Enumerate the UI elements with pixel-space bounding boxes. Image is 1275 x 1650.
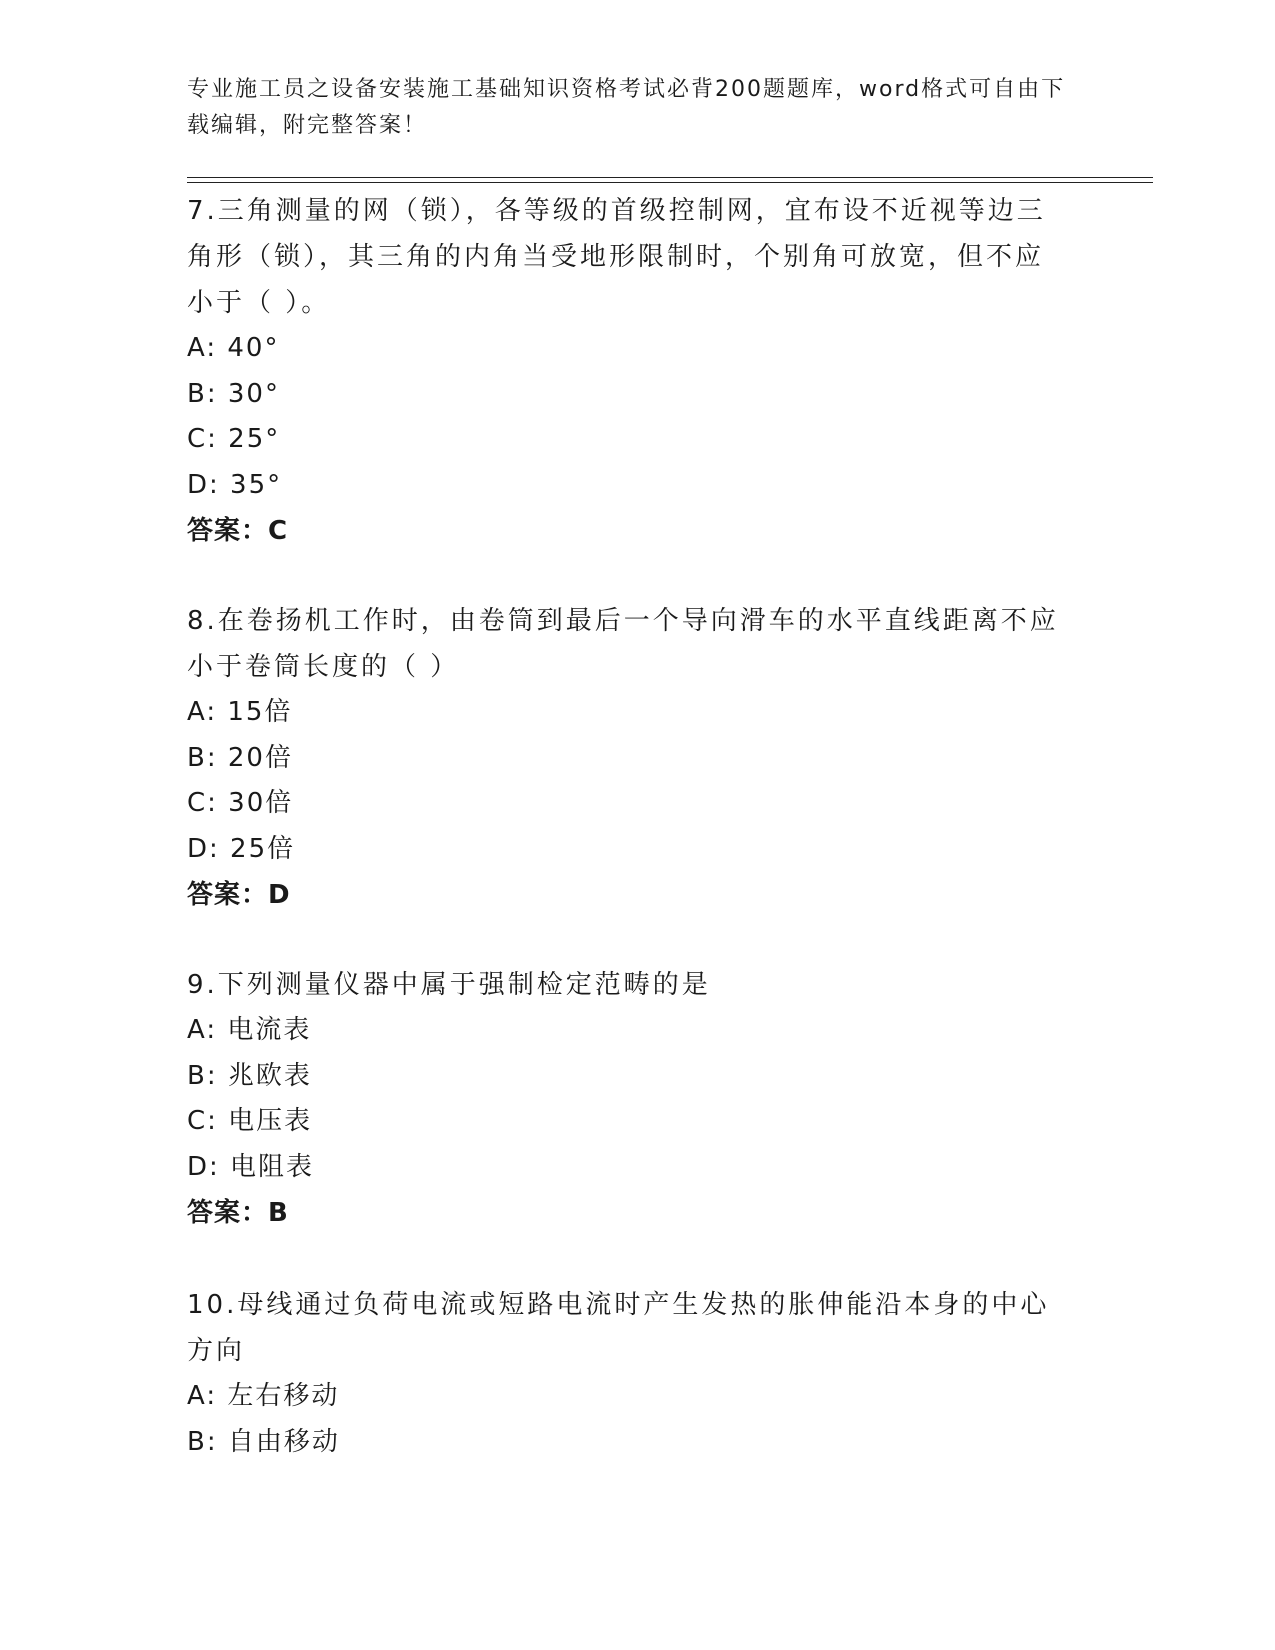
question-stem: 7.三角测量的网（锁），各等级的首级控制网，宜布设不近视等边三角形（锁），其三角的内角当受地形限制时，个别角可放宽，但不应小于（ ）。 (187, 196, 1046, 318)
option-a: A: 15倍 (187, 697, 293, 727)
option-a: A: 左右移动 (187, 1381, 340, 1411)
answer: 答案：D (187, 880, 291, 910)
option-b: B: 自由移动 (187, 1426, 340, 1457)
answer: 答案：B (187, 1198, 289, 1228)
option-a: A: 40° (187, 333, 280, 363)
header-divider-top (187, 177, 1153, 178)
option-d: D: 电阻表 (187, 1151, 315, 1182)
option-a: A: 电流表 (187, 1015, 312, 1045)
option-d: D: 35° (187, 469, 283, 500)
option-d: D: 25倍 (187, 833, 296, 864)
question-stem: 10.母线通过负荷电流或短路电流时产生发热的胀伸能沿本身的中心方向 (187, 1290, 1050, 1366)
header-divider-bottom (187, 182, 1153, 183)
option-b: B: 30° (187, 378, 280, 409)
question-stem: 9.下列测量仪器中属于强制检定范畴的是 (187, 970, 711, 1000)
option-c: C: 电压表 (187, 1106, 313, 1136)
option-c: C: 25° (187, 424, 281, 454)
question-9 (187, 962, 1067, 1236)
option-b: B: 兆欧表 (187, 1060, 312, 1091)
option-b: B: 20倍 (187, 742, 293, 773)
question-10 (187, 1282, 1067, 1465)
answer: 答案：C (187, 516, 289, 546)
question-8 (187, 598, 1067, 918)
question-stem: 8.在卷扬机工作时，由卷筒到最后一个导向滑车的水平直线距离不应小于卷筒长度的（ ） (187, 606, 1059, 682)
document-header: 专业施工员之设备安装施工基础知识资格考试必背200题题库，word格式可自由下载编辑，附完整答案！ (187, 77, 1066, 138)
option-c: C: 30倍 (187, 788, 294, 818)
question-7 (187, 188, 1067, 554)
